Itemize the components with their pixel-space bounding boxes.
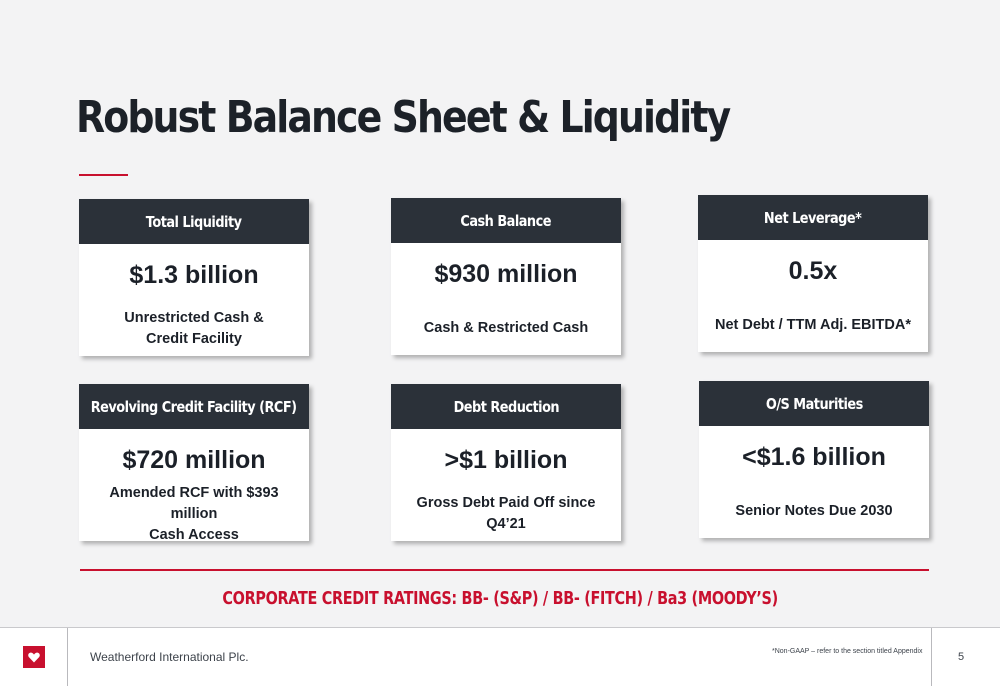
card-header: Debt Reduction [391, 384, 621, 429]
title-underline [79, 174, 128, 176]
footer-divider-right [931, 628, 932, 686]
footer-divider-left [67, 628, 68, 686]
company-name: Weatherford International Plc. [90, 650, 249, 664]
card-debt-reduction [391, 384, 621, 541]
card-cash-balance [391, 198, 621, 355]
card-os-maturities [699, 381, 929, 538]
card-description: Gross Debt Paid Off since Q4’21 [416, 495, 596, 532]
card-header: Cash Balance [391, 198, 621, 243]
card-description: Senior Notes Due 2030 [735, 502, 893, 519]
card-value: $720 million [122, 446, 266, 474]
card-value: $930 million [434, 260, 578, 288]
card-description: Unrestricted Cash & Credit Facility [124, 310, 264, 347]
card-header: O/S Maturities [699, 381, 929, 426]
card-header: Total Liquidity [79, 199, 309, 244]
card-value: >$1 billion [444, 446, 568, 474]
card-revolving-credit-facility [79, 384, 309, 541]
credit-ratings: CORPORATE CREDIT RATINGS: BB- (S&P) / BB- (FITCH) / Ba3 (MOODY’S) [222, 588, 778, 609]
card-value: $1.3 billion [129, 261, 259, 289]
card-value: <$1.6 billion [742, 443, 886, 471]
footer [0, 627, 1000, 686]
card-header: Revolving Credit Facility (RCF) [79, 384, 309, 429]
footnote: *Non-GAAP – refer to the section titled Appendix [772, 648, 923, 655]
heart-logo-icon [23, 646, 45, 668]
card-description: Net Debt / TTM Adj. EBITDA* [714, 316, 911, 333]
card-description: Amended RCF with $393 million Cash Access [109, 484, 279, 543]
ratings-divider [80, 569, 929, 571]
page-number: 5 [958, 651, 965, 663]
card-description: Cash & Restricted Cash [423, 319, 589, 336]
card-value: 0.5x [788, 257, 838, 285]
card-header: Net Leverage* [698, 195, 928, 240]
card-net-leverage [698, 195, 928, 352]
card-total-liquidity [79, 199, 309, 356]
page-title: Robust Balance Sheet & Liquidity [76, 92, 730, 143]
